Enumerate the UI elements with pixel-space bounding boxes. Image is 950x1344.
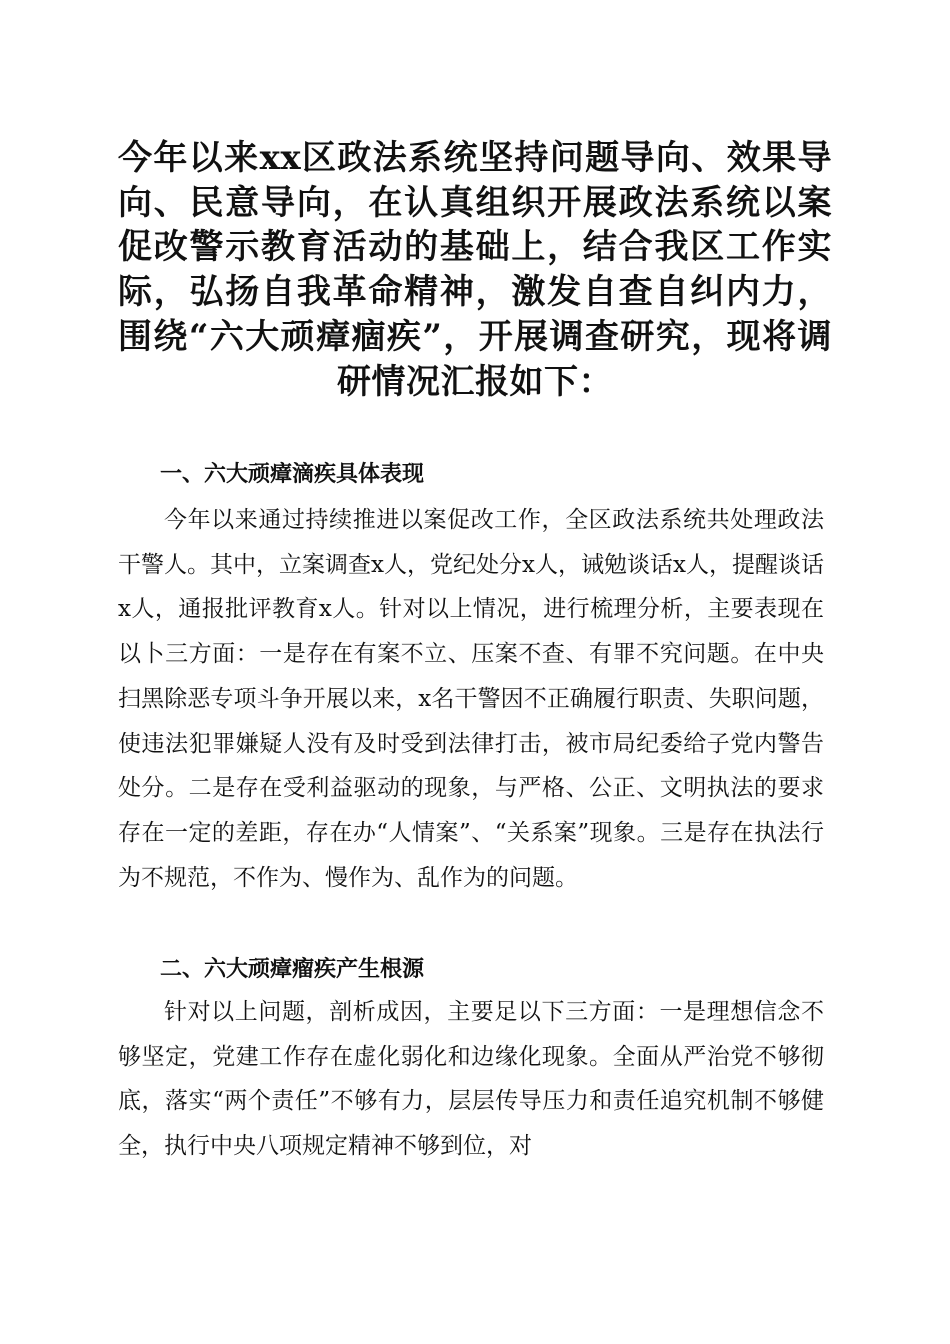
section-paragraph-2: 针对以上问题，剖析成因，主要足以下三方面：一是理想信念不够坚定，党建工作存在虚化弱化和边缘化现象。全面从严治党不够彻底，落实“两个责任”不够有力，层层传导压力和责任追究机制不够健全，执行中央八项规定精神不够到位，对: [118, 999, 824, 1160]
section-heading-1: 一、六大顽瘴滴疾具体表现: [160, 462, 425, 487]
section-heading-2: 二、六大顽瘴瘤疾产生根源: [160, 957, 425, 982]
section-paragraph-1: 今年以来通过持续推进以案促改工作，全区政法系统共处理政法干警人。其中，立案调查x人，党纪处分x人，诫勉谈话x人，提醒谈话x人，通报批评教育x人。针对以上情况，进行梳理分析，主要表现在以卜三方面：一是存在有案不立、压案不查、有罪不究问题。在中央扫黑除恶专项斗争开展以来，x名干警因不正确履行职责、失职问题，使违法犯罪嫌疑人没有及时受到法律打击，被市局纪委给子党内警告处分。二是存在受利益驱动的现象，与严格、公正、文明执法的要求存在一定的差距，存在办“人情案”、“关系案”现象。三是存在执法行为不规范，不作为、慢作为、乱作为的问题。: [118, 507, 824, 891]
document-title: 今年以来xx区政法系统坚持问题导向、效果导向、民意导向，在认真组织开展政法系统以案促改警示教育活动的基础上，结合我区工作实际，弘扬自我革命精神，激发自查自纠内力，围绕“六大顽瘴痼疾”，开展调查研究，现将调研情况汇报如下：: [118, 138, 832, 402]
